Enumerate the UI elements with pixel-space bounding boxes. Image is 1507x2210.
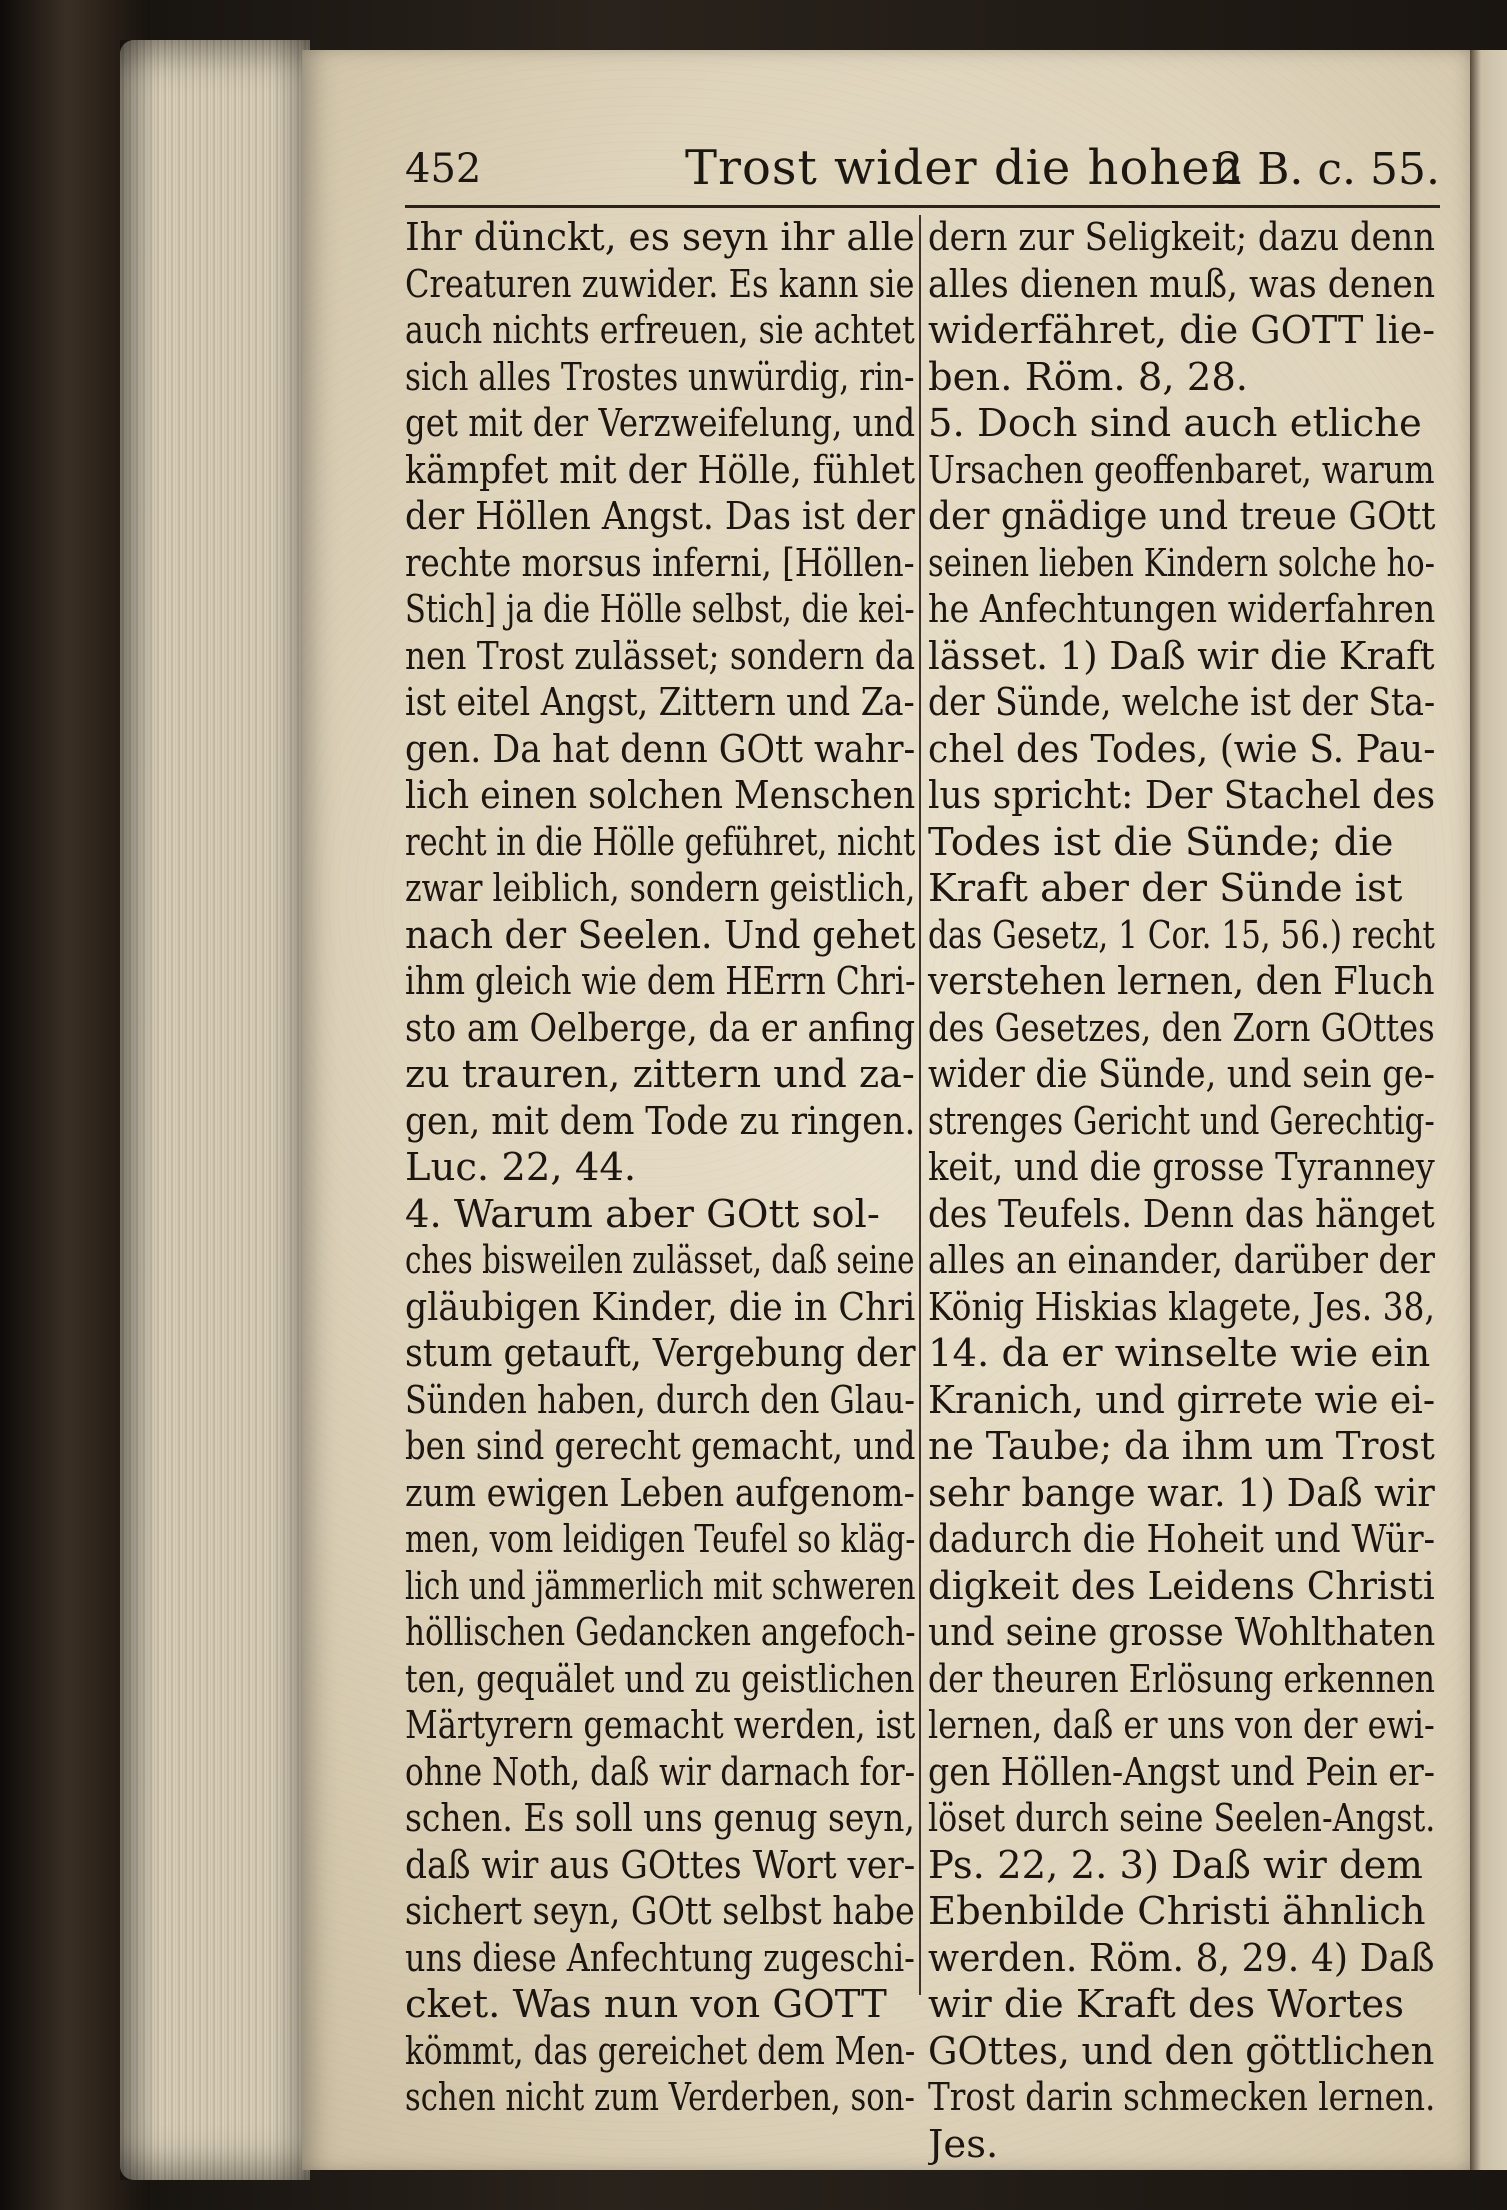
text-line: widerfähret, die GOTT lie-	[928, 308, 1436, 353]
text-line: Stich] ja die Hölle selbst, die kei-	[405, 587, 915, 632]
text-line: wider die Sünde, und sein ge-	[928, 1052, 1435, 1097]
text-line: gen. Da hat denn GOtt wahr-	[405, 726, 916, 772]
text-line: alles an einander, darüber der	[928, 1238, 1435, 1283]
text-line: lich und jämmerlich mit schweren	[405, 1563, 916, 1609]
text-line: werden. Röm. 8, 29. 4) Daß	[928, 1935, 1435, 1981]
text-line: lus spricht: Der Stachel des	[928, 773, 1436, 818]
text-line: 5. Doch sind auch etliche	[928, 401, 1422, 446]
text-line: ben. Röm. 8, 28.	[928, 354, 1249, 400]
text-line: Ebenbilde Christi ähnlich	[928, 1889, 1426, 1934]
left-text-column	[405, 215, 915, 2122]
text-line: sehr bange war. 1) Daß wir	[928, 1470, 1435, 1516]
text-line: höllischen Gedancken angefoch-	[405, 1610, 916, 1655]
next-page-edge	[1470, 50, 1507, 2170]
text-line: stum getauft, Vergebung der	[405, 1331, 916, 1376]
text-line: gen Höllen-Angst und Pein er-	[928, 1749, 1435, 1795]
text-line: auch nichts erfreuen, sie achtet	[405, 308, 915, 353]
text-line: schen nicht zum Verderben, son-	[405, 2075, 915, 2120]
text-line: Kraft aber der Sünde ist	[928, 866, 1403, 911]
text-line: lich einen solchen Menschen	[405, 773, 916, 818]
page-number: 452	[405, 146, 482, 192]
right-text-column	[928, 215, 1435, 2168]
text-line: Ursachen geoffenbaret, warum	[928, 447, 1435, 493]
text-line: löset durch seine Seelen-Angst.	[928, 1796, 1436, 1841]
page-edges	[120, 40, 310, 2180]
chapter-reference: 2 B. c. 55.	[1215, 144, 1440, 195]
text-line: dern zur Seligkeit; dazu denn	[928, 215, 1435, 260]
text-line: Creaturen zuwider. Es kann sie	[405, 261, 915, 307]
text-line: lernen, daß er uns von der ewi-	[928, 1703, 1435, 1748]
text-line: ne Taube; da ihm um Trost	[928, 1424, 1435, 1469]
text-line: Kranich, und girrete wie ei-	[928, 1377, 1436, 1423]
text-line: sichert seyn, GOtt selbst habe	[405, 1889, 915, 1934]
text-line: zwar leiblich, sondern geistlich,	[405, 866, 916, 911]
text-line: keit, und die grosse Tyranney	[928, 1145, 1435, 1190]
text-line: gen, mit dem Tode zu ringen.	[405, 1098, 916, 1144]
text-line: alles dienen muß, was denen	[928, 261, 1436, 307]
text-line: Jes.	[928, 2121, 999, 2167]
text-line: Todes ist die Sünde; die	[928, 819, 1394, 865]
text-line: ten, gequälet und zu geistlichen	[405, 1656, 915, 1702]
text-line: dadurch die Hoheit und Wür-	[928, 1517, 1436, 1562]
text-line: Sünden haben, durch den Glau-	[405, 1377, 915, 1423]
text-line: men, vom leidigen Teufel so kläg-	[405, 1517, 916, 1562]
text-line: lässet. 1) Daß wir die Kraft	[928, 633, 1435, 679]
text-line: ist eitel Angst, Zittern und Za-	[405, 680, 915, 725]
text-line: nach der Seelen. Und gehet	[405, 912, 916, 958]
text-line: cket. Was nun von GOTT	[405, 1982, 887, 2027]
text-line: nen Trost zulässet; sondern da	[405, 633, 916, 679]
text-line: Luc. 22, 44.	[405, 1145, 637, 1190]
text-line: GOttes, und den göttlichen	[928, 2028, 1435, 2074]
text-line: zu trauren, zittern und za-	[405, 1052, 915, 1097]
text-line: Ihr dünckt, es seyn ihr alle	[405, 215, 915, 260]
text-line: der Höllen Angst. Das ist der	[405, 494, 915, 539]
text-line: des Teufels. Denn das hänget	[928, 1191, 1435, 1237]
text-line: sich alles Trostes unwürdig, rin-	[405, 354, 915, 400]
text-line: uns diese Anfechtung zugeschi-	[405, 1935, 915, 1981]
text-line: König Hiskias klagete, Jes. 38,	[928, 1284, 1435, 1330]
header-rule	[405, 205, 1440, 208]
page-header	[405, 140, 1440, 200]
text-line: ihm gleich wie dem HErrn Chri-	[405, 959, 916, 1004]
text-line: kömmt, das gereichet dem Men-	[405, 2028, 916, 2074]
text-line: und seine grosse Wohlthaten	[928, 1610, 1436, 1655]
text-line: der gnädige und treue GOtt	[928, 494, 1436, 539]
text-line: verstehen lernen, den Fluch	[928, 959, 1435, 1004]
text-line: sto am Oelberge, da er anfing	[405, 1005, 916, 1051]
text-line: schen. Es soll uns genug seyn,	[405, 1796, 915, 1841]
text-line: Trost darin schmecken lernen.	[928, 2075, 1436, 2120]
text-line: seinen lieben Kindern solche ho-	[928, 540, 1435, 586]
text-line: zum ewigen Leben aufgenom-	[405, 1470, 915, 1516]
text-line: 14. da er winselte wie ein	[928, 1331, 1431, 1376]
text-line: ben sind gerecht gemacht, und	[405, 1424, 916, 1469]
text-line: rechte morsus inferni, [Höllen-	[405, 540, 915, 586]
text-line: get mit der Verzweifelung, und	[405, 401, 916, 446]
text-line: kämpfet mit der Hölle, fühlet	[405, 447, 916, 493]
text-line: wir die Kraft des Wortes	[928, 1982, 1404, 2027]
text-line: der Sünde, welche ist der Sta-	[928, 680, 1436, 725]
column-divider	[919, 215, 921, 1995]
text-line: daß wir aus GOttes Wort ver-	[405, 1842, 916, 1888]
text-line: chel des Todes, (wie S. Pau-	[928, 726, 1436, 772]
text-line: Märtyrern gemacht werden, ist	[405, 1703, 916, 1748]
text-line: Ps. 22, 2. 3) Daß wir dem	[928, 1842, 1423, 1888]
text-line: ches bisweilen zulässet, daß seine	[405, 1238, 915, 1283]
running-title: Trost wider die hohen	[685, 140, 1243, 196]
text-line: der theuren Erlösung erkennen	[928, 1656, 1436, 1702]
text-line: he Anfechtungen widerfahren	[928, 587, 1436, 632]
text-line: des Gesetzes, den Zorn GOttes	[928, 1005, 1435, 1051]
text-line: recht in die Hölle geführet, nicht	[405, 819, 916, 865]
text-line: 4. Warum aber GOtt sol-	[405, 1191, 880, 1237]
text-line: digkeit des Leidens Christi	[928, 1563, 1435, 1609]
text-line: das Gesetz, 1 Cor. 15, 56.) recht	[928, 912, 1435, 958]
text-line: strenges Gericht und Gerechtig-	[928, 1098, 1435, 1144]
text-line: ohne Noth, daß wir darnach for-	[405, 1749, 916, 1795]
text-line: gläubigen Kinder, die in Chri	[405, 1284, 916, 1330]
